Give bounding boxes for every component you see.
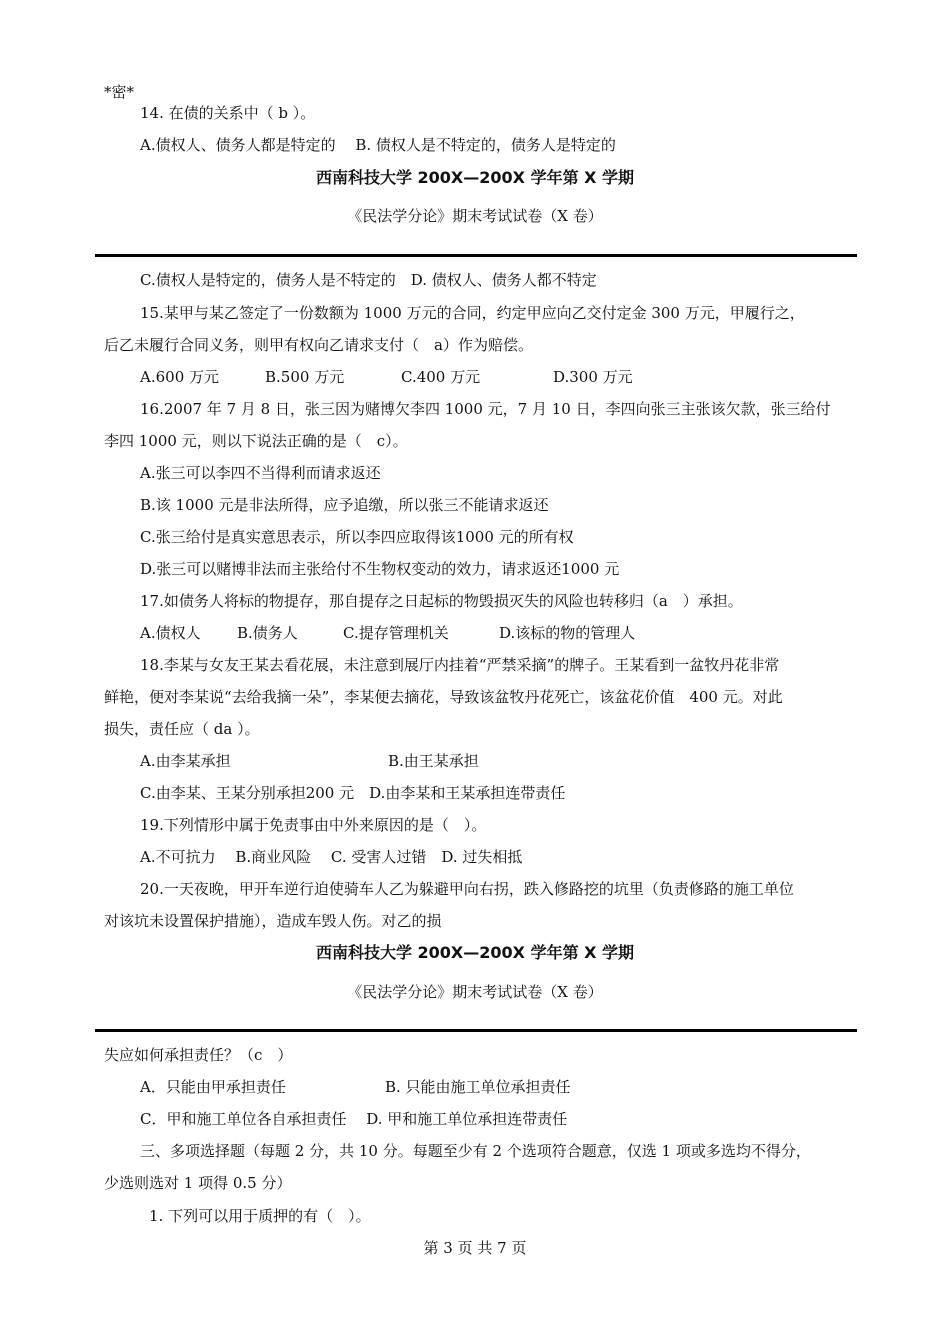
question-19-options: A.不可抗力 B.商业风险 C. 受害人过错 D. 过失相抵 [140, 848, 523, 866]
question-20-options-cd: C．甲和施工单位各自承担责任 D. 甲和施工单位承担连带责任 [140, 1110, 568, 1128]
header-divider [95, 254, 857, 257]
question-16-option-c: C.张三给付是真实意思表示，所以李四应取得该1000 元的所有权 [140, 528, 574, 546]
question-15-stem-line2: 后乙未履行合同义务，则甲有权向乙请求支付（ a）作为赔偿。 [104, 336, 533, 354]
question-17-option-c: C.提存管理机关 [343, 624, 449, 642]
question-20-stem-line1: 20.一天夜晚，甲开车逆行迫使骑车人乙为躲避甲向右拐，跌入修路挖的坑里（负责修路的施工单位 [140, 880, 794, 898]
question-14-options-ab: A.债权人、债务人都是特定的 B. 债权人是不特定的，债务人是特定的 [140, 136, 616, 154]
question-14-options-cd: C.债权人是特定的，债务人是不特定的 D. 债权人、债务人都不特定 [140, 271, 597, 289]
exam-header-subtitle-repeat: 《民法学分论》期末考试试卷（X 卷） [347, 983, 603, 1001]
exam-header-title: 西南科技大学 200X—200X 学年第 X 学期 [315, 168, 635, 187]
exam-header-title-repeat: 西南科技大学 200X—200X 学年第 X 学期 [315, 943, 635, 962]
question-20-stem-line3: 失应如何承担责任？（c ） [104, 1046, 293, 1064]
question-14-stem: 14. 在债的关系中（ b ）。 [140, 104, 316, 122]
header-divider-repeat [95, 1029, 857, 1032]
question-20-options-ab [140, 1077, 571, 1097]
question-16-option-d: D.张三可以赌博非法而主张给付不生物权变动的效力，请求返还1000 元 [140, 560, 620, 578]
question-15-options [140, 367, 633, 387]
question-15-option-b: B.500 万元 [265, 368, 345, 386]
question-15-stem-line1: 15.某甲与某乙签定了一份数额为 1000 万元的合同，约定甲应向乙交付定金 300 万元，甲履行之， [140, 304, 805, 322]
question-16-option-a: A.张三可以李四不当得利而请求返还 [140, 464, 381, 482]
question-16-stem-line2: 李四 1000 元，则以下说法正确的是（ c）。 [104, 432, 408, 450]
question-15-option-c: C.400 万元 [401, 368, 481, 386]
question-17-stem: 17.如债务人将标的物提存，那自提存之日起标的物毁损灭失的风险也转移归（a ）承担。 [140, 592, 743, 610]
section-3-intro-line1: 三、多项选择题（每题 2 分，共 10 分。每题至少有 2 个选项符合题意，仅选 1 项或多选均不得分， [140, 1142, 811, 1160]
question-17-option-b: B.债务人 [237, 624, 298, 642]
question-18-options-ab [140, 751, 479, 771]
section-3-intro-line2: 少选则选对 1 项得 0.5 分） [104, 1174, 292, 1192]
question-18-options-cd: C.由李某、王某分别承担200 元 D.由李某和王某承担连带责任 [140, 784, 566, 802]
question-16-option-b: B.该 1000 元是非法所得，应予追缴，所以张三不能请求返还 [140, 496, 549, 514]
question-20-stem-line2: 对该坑未设置保护措施），造成车毁人伤。对乙的损 [104, 912, 442, 930]
page-number: 第 3 页 共 7 页 [423, 1239, 527, 1257]
question-18-option-b: B.由王某承担 [388, 752, 479, 770]
question-17-options [140, 623, 635, 643]
question-16-stem-line1: 16.2007 年 7 月 8 日，张三因为赌博欠李四 1000 元，7 月 10 日，李四向张三主张该欠款，张三给付 [140, 400, 831, 418]
question-15-option-a: A.600 万元 [140, 368, 219, 386]
question-17-option-a: A.债权人 [140, 624, 201, 642]
question-18-stem-line1: 18.李某与女友王某去看花展，未注意到展厅内挂着“严禁采摘”的牌子。王某看到一盆牧丹花非常 [140, 656, 780, 674]
question-15-option-d: D.300 万元 [553, 368, 633, 386]
question-20-option-b: B. 只能由施工单位承担责任 [385, 1078, 571, 1096]
section-3-question-1: 1. 下列可以用于质押的有（ ）。 [149, 1207, 371, 1225]
question-18-stem-line2: 鲜艳，便对李某说“去给我摘一朵”，李某便去摘花，导致该盆牧丹花死亡，该盆花价值 400 元。对此 [104, 688, 783, 706]
question-19-stem: 19.下列情形中属于免责事由中外来原因的是（ ）。 [140, 816, 487, 834]
question-18-stem-line3: 损失，责任应（ da ）。 [104, 720, 260, 738]
exam-header-subtitle: 《民法学分论》期末考试试卷（X 卷） [347, 207, 603, 225]
question-17-option-d: D.该标的物的管理人 [499, 624, 636, 642]
question-18-option-a: A.由李某承担 [140, 752, 231, 770]
confidential-mark: *密* [104, 83, 135, 101]
question-20-option-a: A．只能由甲承担责任 [140, 1078, 286, 1096]
